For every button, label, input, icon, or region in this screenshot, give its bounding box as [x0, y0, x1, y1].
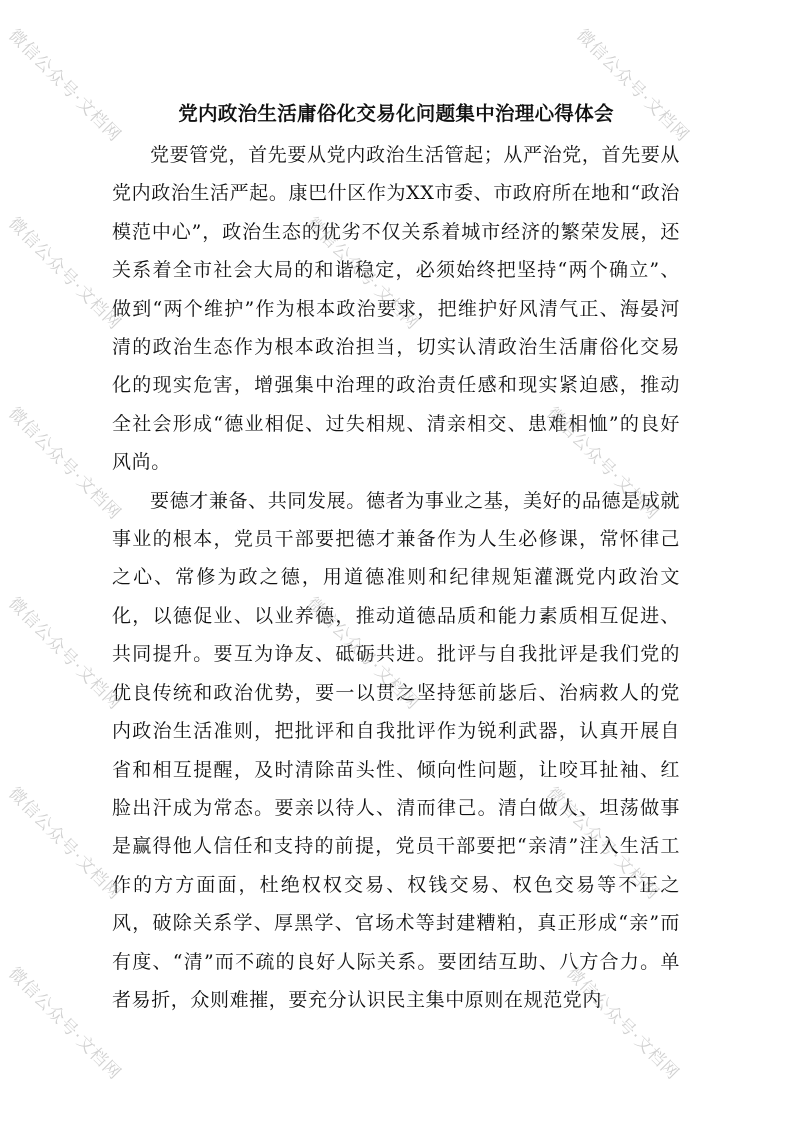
watermark-text: 微信公众号·文档网 — [572, 25, 693, 147]
paragraph-2: 要德才兼备、共同发展。德者为事业之基，美好的品德是成就事业的根本，党员干部要把德才兼备作为人生必修课，常怀律己之心、常修为政之德，用道德准则和纪律规矩灌溉党内政治文化，以德促业、以业养德，推动道德品质和能力素质相互促进、共同提升。要互为诤友、砥砺共进。批评与自我批评是我们党的优良传统和政治优势，要一以贯之坚持惩前毖后、治病救人的党内政治生活准则，把批评和自我批评作为锐利武器，认真开展自省和相互提醒，及时清除苗头性、倾向性问题，让咬耳扯袖、红脸出汗成为常态。要亲以待人、清而律己。清白做人、坦荡做事是赢得他人信任和支持的前提，党员干部要把“亲清”注入生活工作的方方面面，杜绝权权交易、权钱交易、权色交易等不正之风，破除关系学、厚黑学、官场术等封建糟粕，真正形成“亲”而有度、“清”而不疏的良好人际关系。要团结互助、八方合力。单者易折，众则难摧，要充分认识民主集中原则在规范党内 — [112, 489, 680, 1011]
watermark-text: 微信公众号·文档网 — [4, 783, 125, 905]
document-page — [112, 100, 680, 1019]
watermark-text: 微信公众号·文档网 — [542, 403, 663, 525]
watermark-text: 微信公众号·文档网 — [302, 593, 423, 715]
watermark-text: 微信公众号·文档网 — [4, 213, 125, 335]
document-title: 党内政治生活庸俗化交易化问题集中治理心得体会 — [178, 102, 614, 125]
watermark-text: 微信公众号·文档网 — [562, 963, 683, 1085]
watermark-text: 微信公众号·文档网 — [302, 213, 423, 335]
watermark-text: 微信公众号·文档网 — [542, 783, 663, 905]
watermark-text: 微信公众号·文档网 — [4, 403, 125, 525]
watermark-text: 微信公众号·文档网 — [4, 593, 125, 715]
paragraph-1: 党要管党，首先要从党内政治生活管起；从严治党，首先要从党内政治生活严起。康巴什区作为XX市委、市政府所在地和“政治模范中心”，政治生态的优劣不仅关系着城市经济的繁荣发展，还关系着全市社会大局的和谐稳定，必须始终把坚持“两个确立”、做到“两个维护”作为根本政治要求，把维护好风清气正、海晏河清的政治生态作为根本政治担当，切实认清政治生活庸俗化交易化的现实危害，增强集中治理的政治责任感和现实紧迫感，推动全社会形成“德业相促、过失相规、清亲相交、患难相恤”的良好风尚。 — [112, 144, 680, 474]
watermark-text: 微信公众号·文档网 — [4, 963, 125, 1085]
watermark-text: 微信公众号·文档网 — [4, 25, 125, 147]
